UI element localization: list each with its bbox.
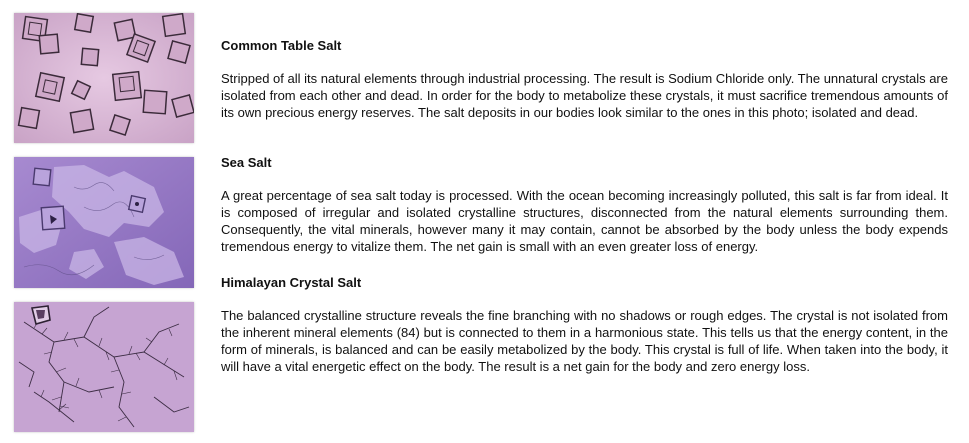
section-body-common-table-salt: Stripped of all its natural elements through industrial processing. The result is Sodium Chloride only. The unnatural crystals are isolated from each other and dead. In order for the body to metabolize these crystals, it must sacrifice tremendous amounts of its own precious energy reserves. The salt deposits in our bodies look similar to the ones in this photo; isolated and dead.	[221, 71, 948, 120]
common-salt-photo	[14, 13, 194, 143]
sea-salt-crystals-image	[14, 157, 194, 288]
section-body-sea-salt: A great percentage of sea salt today is processed. With the ocean becoming increasingly polluted, this salt is far from ideal. It is composed of irregular and isolated crystalline structures, disconnected from the natural elements surrounding them. Consequently, the vital minerals, however many it may contain, cannot be absorbed by the body unless the body expends tremendous energy to vitalize them. The net gain is small with an even greater loss of energy.	[221, 188, 948, 254]
section-common-table-salt	[221, 38, 948, 121]
himalayan-salt-crystals-image	[14, 302, 194, 432]
section-title-himalayan-crystal-salt: Himalayan Crystal Salt	[221, 275, 362, 290]
section-title-common-table-salt: Common Table Salt	[221, 38, 342, 53]
common-salt-crystals-image	[14, 13, 194, 143]
sea-salt-photo	[14, 157, 194, 288]
himalayan-salt-photo	[14, 302, 194, 432]
section-body-himalayan-crystal-salt: The balanced crystalline structure reveals the fine branching with no shadows or rough edges. The crystal is not isolated from the inherent mineral elements (84) but is connected to them in a harmonious state. This tells us that the energy content, in the form of minerals, is balanced and can be easily metabolized by the body. This crystal is full of life. When taken into the body, it will have a vital energetic effect on the body. The result is a net gain for the body and zero energy loss.	[221, 308, 948, 374]
section-himalayan-crystal-salt	[221, 275, 948, 375]
section-title-sea-salt: Sea Salt	[221, 155, 272, 170]
section-sea-salt	[221, 155, 948, 255]
